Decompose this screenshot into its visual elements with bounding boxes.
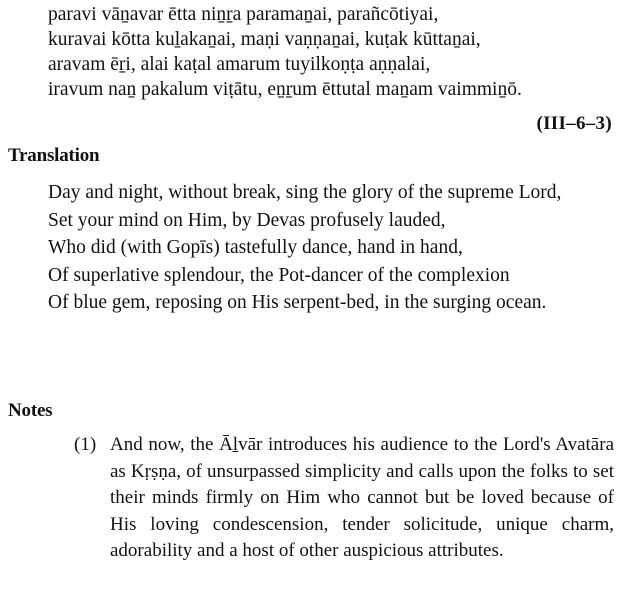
translation-line: Of blue gem, reposing on His serpent-bed, in the surging ocean. (48, 292, 547, 313)
translation-line: Who did (with Gopīs) tastefully dance, hand in hand, (48, 237, 463, 258)
verse-line: kuravai kōtta kuḻakaṉai, maṇi vaṇṇaṉai, kuṭak kūttaṉai, (48, 29, 481, 50)
translation-line: Of superlative splendour, the Pot-dancer of the complexion (48, 264, 510, 286)
translation-line: Set your mind on Him, by Devas profusely lauded, (48, 209, 446, 231)
translation-heading: Translation (8, 145, 100, 166)
verse-line: paravi vāṉavar ētta niṉṟa paramaṉai, parañcōtiyai, (48, 4, 439, 25)
note-number: (1) (74, 434, 97, 455)
note-item (74, 432, 614, 565)
translation-block (48, 180, 614, 318)
note-text: And now, the Āḻvār introduces his audience to the Lord's Avatāra as Kṛṣṇa, of unsurpassed simplicity and calls upon the folks to set their minds firmly on Him who cannot but be loved because of His loving condescension, tender solicitude, unique charm, adorability and a host of other auspicious attributes. (110, 434, 614, 561)
translation-line: Day and night, without break, sing the glory of the supreme Lord, (48, 182, 562, 203)
transliterated-verse (48, 2, 613, 102)
verse-line: iravum naṉ pakalum viṭātu, eṉṟum ēttutal maṉam vaimmiṉō. (48, 79, 522, 100)
verse-line: aravam ēṟi, alai kaṭal amarum tuyilkoṇṭa aṇṇalai, (48, 54, 431, 75)
notes-heading: Notes (8, 400, 53, 421)
verse-reference: (III–6–3) (536, 113, 612, 134)
